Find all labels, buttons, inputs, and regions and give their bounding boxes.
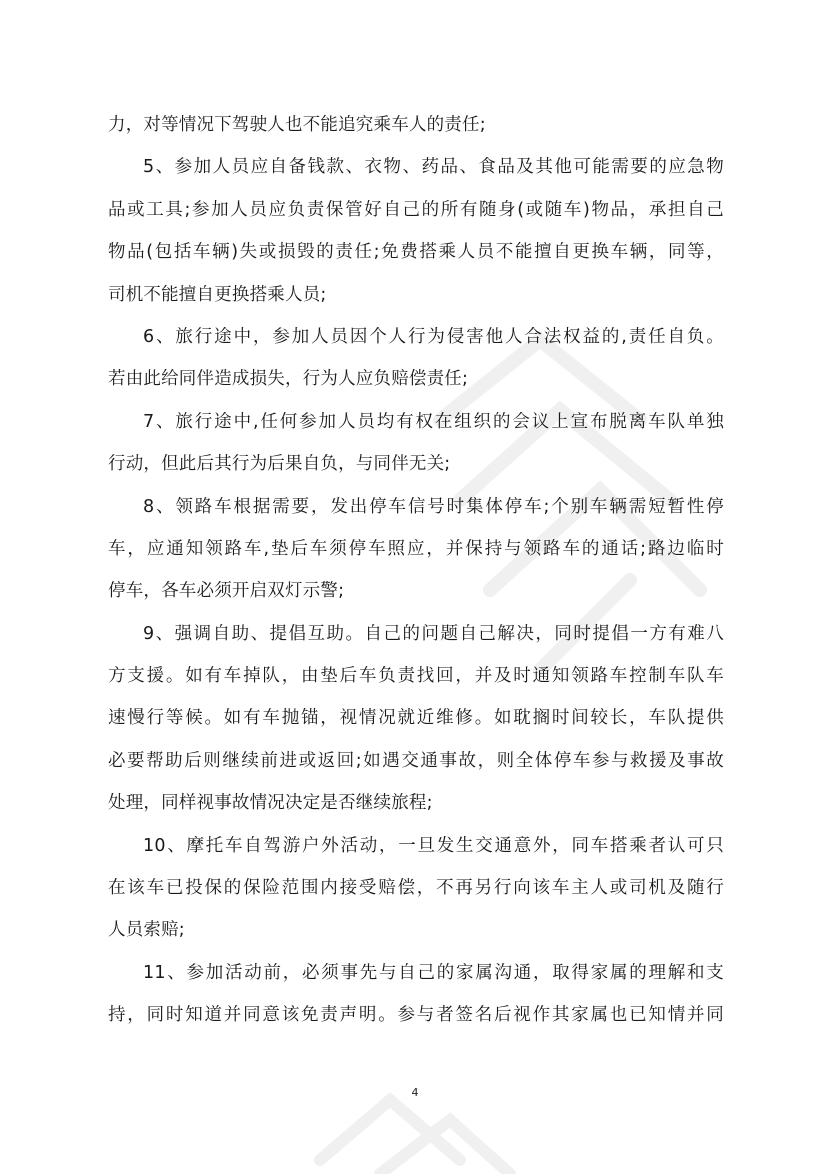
text-line: 速慢行等候。如有车抛锚，视情况就近维修。如耽搁时间较长，车队提供 — [108, 708, 724, 729]
page-number: 4 — [411, 1086, 419, 1099]
text-line: 品或工具;参加人员应负责保管好自己的所有随身(或随车)物品，承担自己 — [108, 199, 724, 220]
text-line: 在该车已投保的保险范围内接受赔偿，不再另行向该车主人或司机及随行 — [108, 878, 724, 899]
text-line: 方支援。如有车掉队，由垫后车负责找回，并及时通知领路车控制车队车 — [108, 666, 724, 687]
text-line: 6、旅行途中，参加人员因个人行为侵害他人合法权益的,责任自负。 — [143, 326, 724, 347]
text-line: 若由此给同伴造成损失，行为人应负赔偿责任; — [108, 369, 469, 390]
text-line: 5、参加人员应自备钱款、衣物、药品、食品及其他可能需要的应急物 — [143, 157, 724, 178]
text-line: 持，同时知道并同意该免责声明。参与者签名后视作其家属也已知情并同 — [108, 1005, 724, 1026]
text-line: 处理，同样视事故情况决定是否继续旅程; — [108, 793, 433, 814]
text-line: 11、参加活动前，必须事先与自己的家属沟通，取得家属的理解和支 — [143, 962, 724, 983]
text-line: 停车，各车必须开启双灯示警; — [108, 581, 345, 602]
text-line: 力，对等情况下驾驶人也不能追究乘车人的责任; — [108, 115, 486, 135]
document-body — [108, 104, 724, 1037]
text-line: 物品(包括车辆)失或损毁的责任;免费搭乘人员不能擅自更换车辆，同等， — [108, 242, 724, 263]
text-line: 10、摩托车自驾游户外活动，一旦发生交通意外，同车搭乘者认可只 — [143, 835, 724, 856]
watermark-logo-bottom — [300, 1060, 520, 1174]
text-line: 车，应通知领路车,垫后车须停车照应，并保持与领路车的通话;路边临时 — [108, 538, 724, 559]
text-line: 8、领路车根据需要，发出停车信号时集体停车;个别车辆需短暂性停 — [143, 496, 724, 517]
text-line: 9、强调自助、提倡互助。自己的问题自己解决，同时提倡一方有难八 — [143, 623, 724, 644]
text-line: 7、旅行途中,任何参加人员均有权在组织的会议上宣布脱离车队单独 — [143, 411, 724, 432]
text-line: 行动，但此后其行为后果自负，与同伴无关; — [108, 454, 451, 475]
text-line: 必要帮助后则继续前进或返回;如遇交通事故，则全体停车参与救援及事故 — [108, 750, 724, 771]
text-line: 司机不能擅自更换搭乘人员; — [108, 284, 327, 305]
text-line: 人员索赔; — [108, 920, 185, 941]
